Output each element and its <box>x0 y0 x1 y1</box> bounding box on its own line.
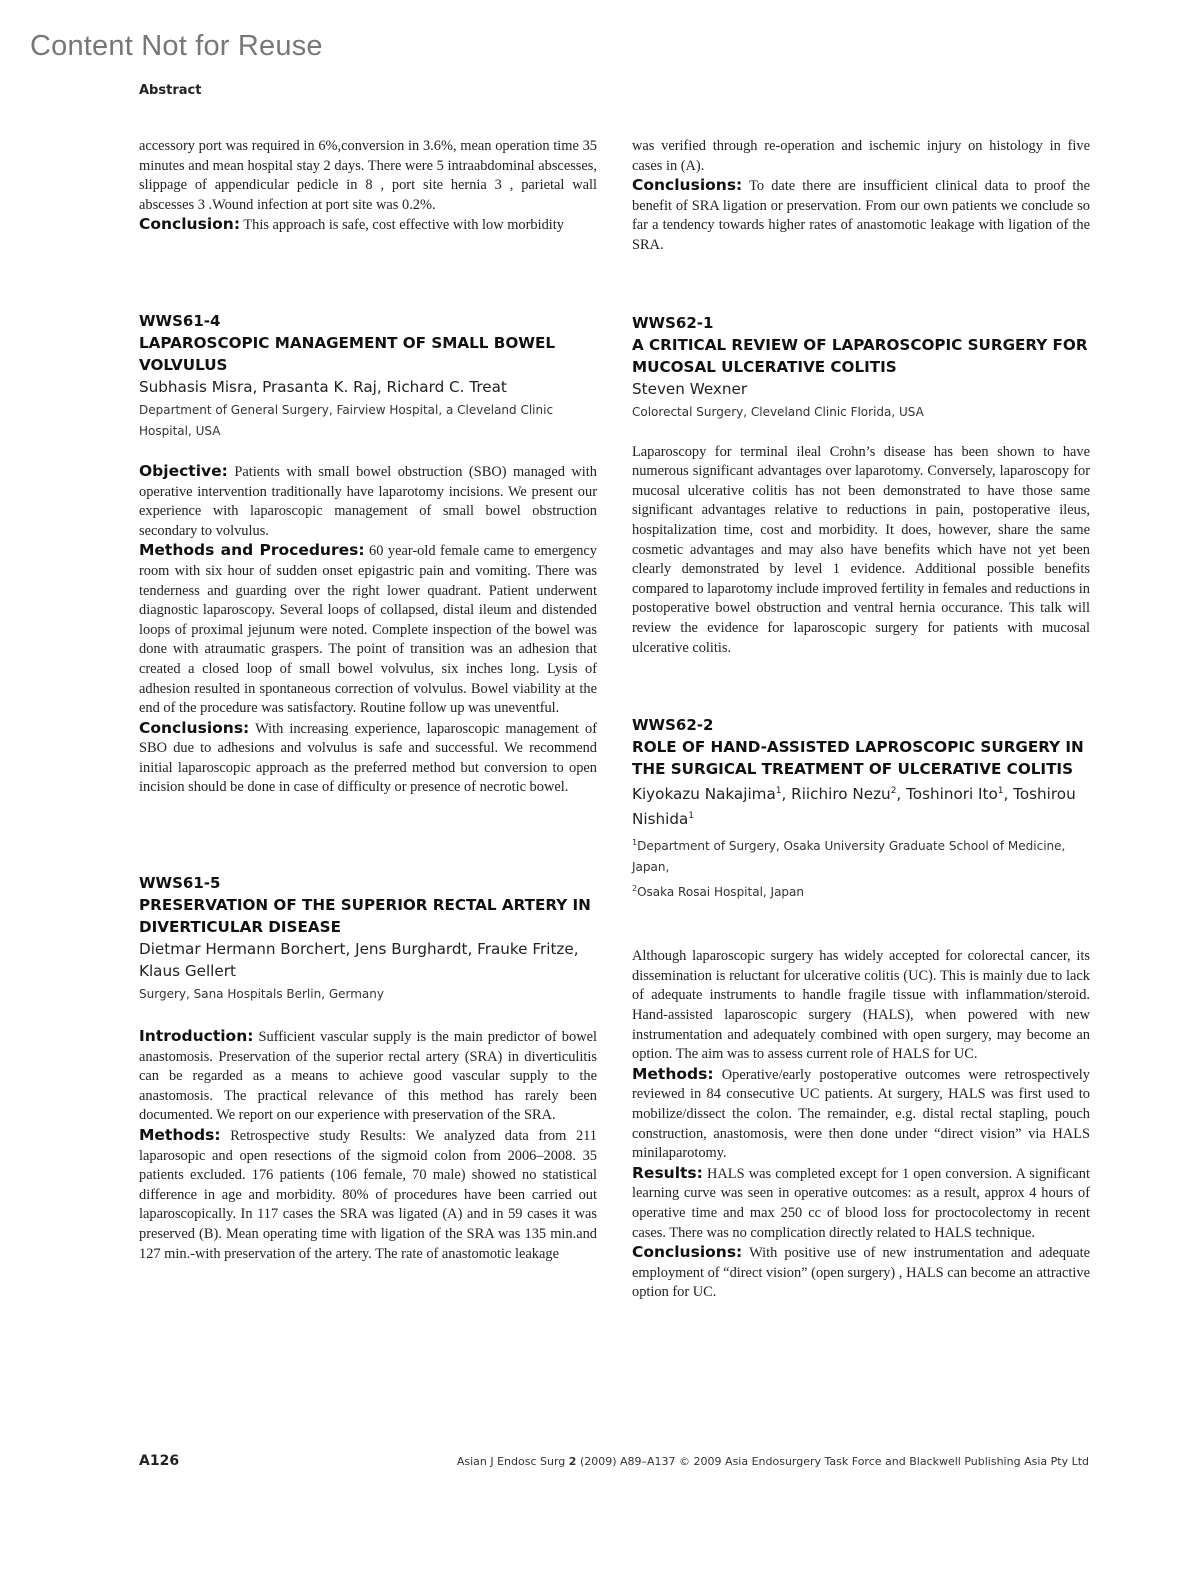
abstract-code: WWS62-1 <box>632 313 714 332</box>
results-label: Results: <box>632 1163 703 1182</box>
continuation-conclusion <box>139 215 597 236</box>
citation-rest: (2009) A89–A137 © 2009 Asia Endosurgery Task Force and Blackwell Publishing Asia Pty Ltd <box>579 1455 1089 1468</box>
author-affil-marker: 1 <box>775 786 782 797</box>
conclusion-text: This approach is safe, cost effective with low morbidity <box>243 217 565 234</box>
methods-label: Methods and Procedures: <box>139 541 365 560</box>
continuation-text: was verified through re-operation and ischemic injury on histology in five cases in (A). <box>632 138 1090 174</box>
introduction-paragraph <box>139 1027 597 1126</box>
abstract-code: WWS61-4 <box>139 311 221 330</box>
abstract-code: WWS61-5 <box>139 874 221 893</box>
right-column <box>632 137 1090 1303</box>
results-paragraph <box>632 1164 1090 1243</box>
introduction-text: Sufficient vascular supply is the main predictor of bowel anastomosis. Preservation of the superior rectal artery (SRA) in diverticulitis can be regarded as a means to achieve good vascular supply to the anastomosis. The practical relevance of this method has rarely been documented. We report on our experience with preservation of the SRA. <box>139 1029 597 1124</box>
author-name: Riichiro Nezu <box>791 785 891 804</box>
affil-text: Department of Surgery, Osaka University Graduate School of Medicine, Japan, <box>632 839 1066 875</box>
abstract-wws62-2 <box>632 714 1090 1303</box>
conclusions-paragraph <box>632 1243 1090 1303</box>
abstract-affiliation <box>632 832 1090 903</box>
objective-text: Patients with small bowel obstruction (SBO) managed with operative intervention traditionally have laparotomy incisions. We present our experience with laparoscopic management of small bowel obstruction secondary to volvulus. <box>139 463 597 539</box>
intro-paragraph: Although laparoscopic surgery has widely accepted for colorectal cancer, its dissemination is reluctant for ulcerative colitis (UC). This is mainly due to lack of adequate instruments to handle fragile tissue with inflammation/steroid. Hand-assisted laparoscopic surgery (HALS), when powered with new instrumentation and adequately combined with open surgery, may become an option. The aim was to assess current role of HALS for UC. <box>632 948 1090 1063</box>
author-name: Toshirou Nishida <box>632 785 1076 829</box>
abstract-authors: Steven Wexner <box>632 379 748 398</box>
affil-marker: 2 <box>632 884 638 894</box>
conclusions-label: Conclusions: <box>139 718 250 737</box>
citation-journal: Asian J Endosc Surg <box>456 1455 566 1468</box>
abstract-authors: Subhasis Misra, Prasanta K. Raj, Richard C. Treat <box>139 377 507 396</box>
abstract-title: ROLE OF HAND-ASSISTED LAPROSCOPIC SURGERY IN THE SURGICAL TREATMENT OF ULCERATIVE COLITIS <box>632 738 1084 779</box>
left-column <box>139 137 597 1264</box>
abstract-title: A CRITICAL REVIEW OF LAPAROSCOPIC SURGERY FOR MUCOSAL ULCERATIVE COLITIS <box>632 335 1088 376</box>
results-text: HALS was completed except for 1 open conversion. A significant learning curve was seen in operative outcomes: as a result, approx 4 hours of operative time and max 250 cc of blood loss for proctocolectomy in recent cases. There was no complication directly related to HALS technique. <box>632 1165 1090 1241</box>
abstract-body: Laparoscopy for terminal ileal Crohn’s disease has been shown to have numerous significant advantages over laparotomy. Conversely, laparoscopy for mucosal ulcerative colitis has not been demonstrated to have those same significant advantages relative to reductions in pain, postoperative ileus, hospitalization time, cost and morbidity. It does, however, share the same cosmetic advantages and may also have benefits which have not yet been clearly demonstrated by level 1 evidence. Additional possible benefits compared to laparotomy include improved fertility in females and reductions in postoperative bowel obstruction and ventral hernia occurance. This talk will review the evidence for laparoscopic surgery for patients with mucosal ulcerative colitis. <box>632 443 1090 656</box>
abstract-authors: Kiyokazu Nakajima$^1$, Riichiro Nezu$^2$, Toshinori Ito$^1$, Toshirou Nishida$^1$ <box>632 785 1076 829</box>
affil-text: Osaka Rosai Hospital, Japan <box>637 885 805 900</box>
conclusions-paragraph <box>139 719 597 798</box>
methods-paragraph <box>139 1126 597 1264</box>
methods-paragraph <box>139 541 597 718</box>
watermark: Content Not for Reuse <box>30 30 323 62</box>
abstract-affiliation: Department of General Surgery, Fairview Hospital, a Cleveland Clinic Hospital, USA <box>139 402 554 438</box>
abstract-code: WWS62-2 <box>632 716 714 735</box>
conclusions-text: With increasing experience, laparoscopic management of SBO due to adhesions and volvulus is safe and successful. We recommend initial laparoscopic approach as the preferred method but conversion to open incision should be done in case of difficulty or presence of necrotic bowel. <box>139 720 597 796</box>
affil-marker: 1 <box>632 838 638 848</box>
abstract-wws61-4 <box>139 310 597 798</box>
objective-paragraph <box>139 462 597 541</box>
author-affil-marker: 2 <box>890 786 897 797</box>
introduction-label: Introduction: <box>139 1027 254 1046</box>
abstract-affiliation: Colorectal Surgery, Cleveland Clinic Florida, USA <box>632 404 924 419</box>
conclusions-label: Conclusions: <box>632 1243 743 1262</box>
methods-text: Operative/early postoperative outcomes were retrospectively reviewed in 84 consecutive UC patients. At surgery, HALS was first used to mobilize/dissect the colon. The remainder, e.g. distal rectal stapling, pouch construction, anastomosis, were then done under “direct vision” via HALS minilaparotomy. <box>632 1066 1090 1162</box>
conclusion-label: Conclusion: <box>139 215 241 234</box>
abstract-title: PRESERVATION OF THE SUPERIOR RECTAL ARTERY IN DIVERTICULAR DISEASE <box>139 896 591 937</box>
methods-text: Retrospective study Results: We analyzed data from 211 laparosopic and open resections of the sigmoid colon from 2006–2008. 35 patients excluded. 176 patients (106 female, 70 male) showed no statistical difference in age and morbidity. 80% of procedures have been carried out laparoscopically. In 117 cases the SRA was ligated (A) and in 59 cases it was preserved (B). Mean operating time with ligation of the SRA was 135 min.and 127 min.-with preservation of the artery. The rate of anastomotic leakage <box>139 1128 597 1262</box>
abstract-wws62-1 <box>632 312 1090 659</box>
objective-label: Objective: <box>139 461 228 480</box>
continuation-text: accessory port was required in 6%,conversion in 3.6%, mean operation time 35 minutes and mean hospital stay 2 days. There were 5 intraabdominal abscesses, slippage of appendicular pedicle in 8 , port site hernia 3 , parietal wall abscesses 3 .Wound infection at port site was 0.2%. <box>139 138 597 213</box>
journal-citation <box>457 1455 1089 1468</box>
citation-volume: 2 <box>568 1455 577 1468</box>
abstract-wws61-5 <box>139 872 597 1264</box>
methods-label: Methods: <box>139 1126 221 1145</box>
author-name: Toshinori Ito <box>906 785 998 804</box>
abstract-authors: Dietmar Hermann Borchert, Jens Burghardt, Frauke Fritze, Klaus Gellert <box>139 940 579 981</box>
page-number: A126 <box>139 1453 180 1469</box>
conclusions-text: With positive use of new instrumentation and adequate employment of “direct vision” (open surgery) , HALS can become an attractive option for UC. <box>632 1245 1090 1301</box>
author-affil-marker: 1 <box>688 811 695 822</box>
conclusions-text: To date there are insufficient clinical data to proof the benefit of SRA ligation or preservation. From our own patients we conclude so far a tendency towards higher rates of anastomotic leakage with ligation of the SRA. <box>632 178 1090 253</box>
author-name: Kiyokazu Nakajima <box>632 785 776 804</box>
conclusions-label: Conclusions: <box>632 176 743 195</box>
abstract-title: LAPAROSCOPIC MANAGEMENT OF SMALL BOWEL VOLVULUS <box>139 333 556 374</box>
abstract-affiliation: Surgery, Sana Hospitals Berlin, Germany <box>139 987 384 1002</box>
methods-paragraph <box>632 1065 1090 1164</box>
methods-label: Methods: <box>632 1064 714 1083</box>
author-affil-marker: 1 <box>997 786 1004 797</box>
continuation-conclusions <box>632 176 1090 255</box>
section-label: Abstract <box>139 83 202 98</box>
methods-text: 60 year-old female came to emergency room with six hour of sudden onset epigastric pain and vomiting. There was tenderness and guarding over the right lower quadrant. Patient underwent diagnostic laparoscopy. Several loops of collapsed, distal ileum and distended loops of proximal jejunum were noted. Complete inspection of the bowel was done with atraumatic graspers. The point of transition was an adhesion that created a closed loop of small bowel volvulus, six inches long. Lysis of adhesion resulted in spontaneous correction of volvulus. Bowel viability at the end of the procedure was satisfactory. Routine follow up was uneventful. <box>139 543 597 717</box>
